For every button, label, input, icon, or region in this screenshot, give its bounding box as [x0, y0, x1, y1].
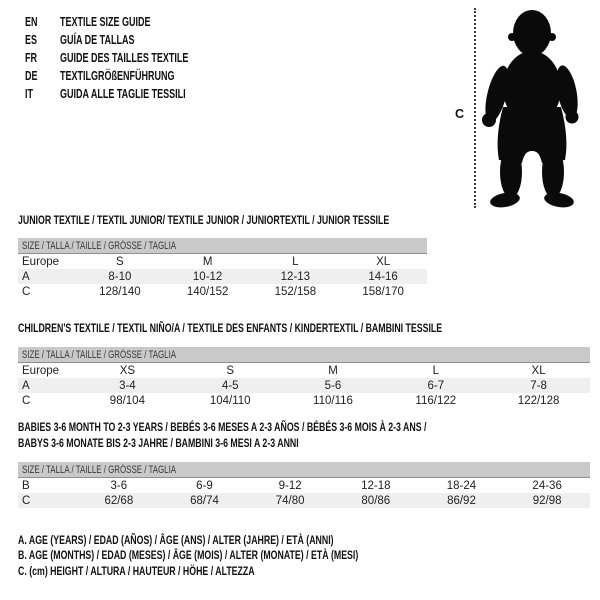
- size-bar: [18, 238, 427, 254]
- language-list: [25, 13, 238, 103]
- junior-section-title-text: JUNIOR TEXTILE / TEXTIL JUNIOR/ TEXTILE JUNIOR / JUNIORTEXTIL / JUNIOR TESSILE: [18, 213, 390, 227]
- lang-row-fr: [25, 49, 238, 67]
- height-measure-dotted-line: [474, 8, 476, 208]
- table-row: [18, 284, 427, 299]
- babies-section-title: [18, 420, 585, 451]
- table-cell: 86/92: [419, 493, 505, 508]
- lang-label: GUIDA ALLE TAGLIE TESSILI: [60, 87, 186, 101]
- table-cell: 104/110: [209, 394, 251, 407]
- lang-label: GUIDE DES TAILLES TEXTILE: [60, 51, 189, 65]
- babies-size-table: [18, 462, 590, 508]
- table-row: [18, 478, 590, 494]
- legend-line-b-text: B. AGE (MONTHS) / EDAD (MESES) / ÂGE (MOIS) / ALTER (MONATE) / ETÀ (MESI): [18, 548, 359, 563]
- lang-row-en: [25, 13, 238, 31]
- legend-line-c-text: C. (cm) HEIGHT / ALTURA / HAUTEUR / HÖHE / ALTEZZA: [18, 563, 255, 578]
- table-cell: 3-6: [110, 479, 128, 492]
- size-bar: [18, 462, 590, 478]
- table-cell: 8-10: [76, 269, 164, 284]
- row-label: C: [22, 285, 31, 298]
- table-cell: M: [328, 364, 338, 377]
- table-cell: 14-16: [339, 269, 427, 284]
- legend-line-a: [18, 533, 491, 548]
- table-cell: 9-12: [278, 479, 302, 492]
- table-row: [18, 269, 427, 284]
- lang-row-it: [25, 85, 238, 103]
- lang-code: IT: [25, 87, 33, 101]
- table-cell: 6-7: [384, 378, 487, 393]
- table-cell: 6-9: [196, 479, 213, 492]
- lang-label: GUÍA DE TALLAS: [60, 33, 135, 47]
- size-bar: [18, 347, 590, 363]
- table-cell: 80/86: [333, 493, 419, 508]
- table-cell: 7-8: [487, 378, 590, 393]
- table-cell: L: [432, 364, 439, 377]
- row-label: Europe: [22, 255, 60, 268]
- children-size-table: [18, 347, 590, 408]
- children-section-title-text: CHILDREN'S TEXTILE / TEXTIL NIÑO/A / TEXTILE DES ENFANTS / KINDERTEXTIL / BAMBINI TESSILE: [18, 321, 443, 335]
- table-cell: 140/152: [186, 285, 229, 298]
- table-row: [18, 493, 590, 508]
- table-cell: XL: [531, 364, 546, 377]
- lang-code: EN: [25, 15, 38, 29]
- lang-code: DE: [25, 69, 38, 83]
- table-cell: 62/68: [76, 493, 162, 508]
- lang-code: ES: [25, 33, 38, 47]
- table-cell: XL: [376, 255, 391, 268]
- table-cell: S: [116, 255, 124, 268]
- children-section-title: [18, 321, 600, 337]
- lang-row-de: [25, 67, 238, 85]
- baby-silhouette-icon: [478, 4, 596, 210]
- row-label: A: [18, 269, 76, 284]
- table-cell: 5-6: [282, 378, 385, 393]
- table-cell: 12-13: [252, 269, 340, 284]
- row-label: B: [22, 479, 30, 492]
- table-cell: 3-4: [76, 378, 179, 393]
- table-cell: L: [292, 255, 299, 268]
- table-cell: 74/80: [247, 493, 333, 508]
- size-bar-label: SIZE / TALLA / TAILLE / GRÖSSE / TAGLIA: [22, 463, 177, 476]
- table-cell: 128/140: [99, 285, 141, 298]
- table-cell: 18-24: [446, 479, 477, 492]
- table-cell: 98/104: [109, 394, 145, 407]
- table-cell: 4-5: [179, 378, 282, 393]
- row-label: Europe: [22, 364, 60, 377]
- babies-section-title-line1: BABIES 3-6 MONTH TO 2-3 YEARS / BEBÉS 3-6 MESES A 2-3 AÑOS / BÉBÉS 3-6 MOIS À 2-3 ANS /: [18, 420, 427, 434]
- table-cell: 12-18: [361, 479, 391, 492]
- table-cell: 10-12: [164, 269, 252, 284]
- row-label: A: [18, 378, 76, 393]
- table-cell: 152/158: [274, 285, 317, 298]
- babies-section-title-line2: BABYS 3-6 MONATE BIS 2-3 JAHRE / BAMBINI 3-6 MESI A 2-3 ANNI: [18, 435, 299, 450]
- table-cell: XS: [119, 364, 136, 377]
- junior-size-table: [18, 238, 427, 299]
- lang-label: TEXTILE SIZE GUIDE: [60, 15, 151, 29]
- table-cell: 24-36: [532, 479, 562, 492]
- junior-section-title: [18, 213, 534, 229]
- table-cell: S: [226, 364, 235, 377]
- size-bar-label: SIZE / TALLA / TAILLE / GRÖSSE / TAGLIA: [22, 348, 177, 361]
- table-cell: 110/116: [313, 394, 353, 407]
- legend-line-c: [18, 564, 491, 579]
- legend-line-a-text: A. AGE (YEARS) / EDAD (AÑOS) / ÂGE (ANS) / ALTER (JAHRE) / ETÀ (ANNI): [18, 533, 334, 547]
- lang-row-es: [25, 31, 238, 49]
- table-cell: M: [202, 255, 213, 268]
- table-row: [18, 378, 590, 393]
- size-bar-label: SIZE / TALLA / TAILLE / GRÖSSE / TAGLIA: [22, 239, 177, 252]
- table-row: [18, 363, 590, 379]
- table-cell: 158/170: [362, 285, 404, 298]
- row-label: C: [18, 493, 76, 508]
- table-cell: 116/122: [415, 394, 457, 407]
- table-row: [18, 393, 590, 408]
- row-label: C: [22, 394, 31, 407]
- table-cell: 122/128: [517, 394, 560, 407]
- measure-legend: [18, 533, 491, 579]
- table-row: [18, 254, 427, 270]
- table-cell: 92/98: [504, 493, 590, 508]
- lang-label: TEXTILGRÖßENFÜHRUNG: [60, 69, 175, 83]
- legend-line-b: [18, 548, 491, 563]
- table-cell: 68/74: [162, 493, 248, 508]
- height-measure-label: C: [455, 107, 465, 121]
- lang-code: FR: [25, 51, 38, 65]
